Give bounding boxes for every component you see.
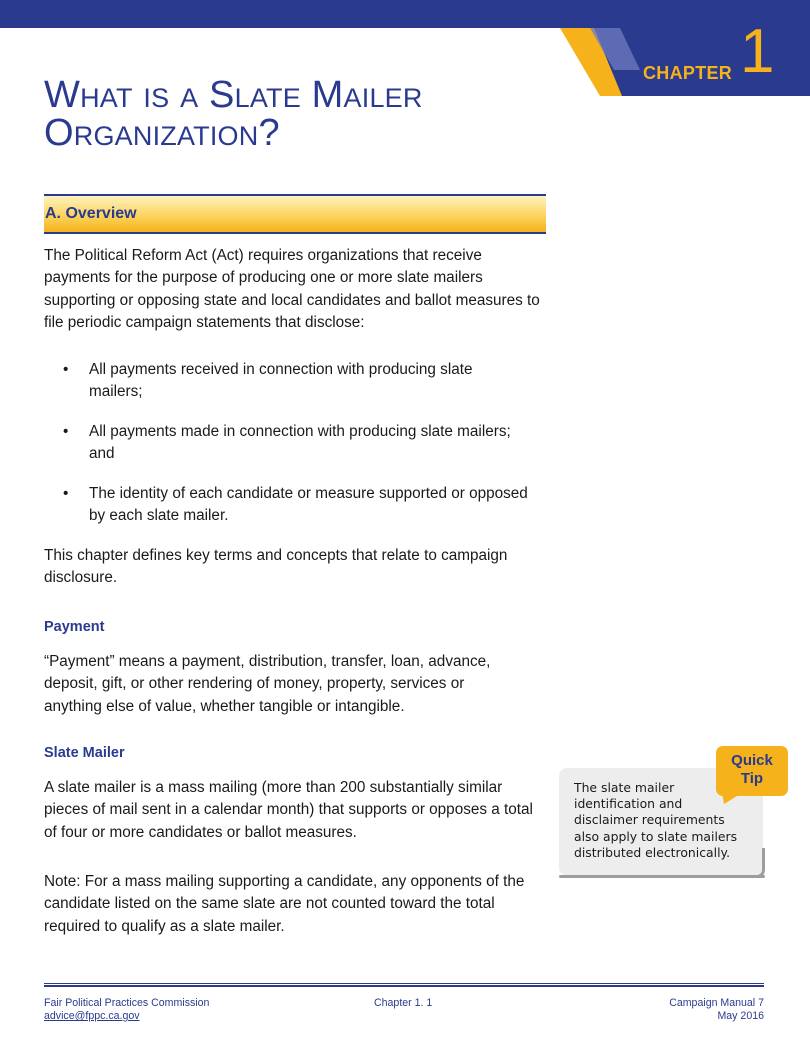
slate-mailer-heading: Slate Mailer <box>44 745 125 761</box>
speech-bubble-tail-icon <box>722 793 744 805</box>
footer-chapter-page: Chapter 1. 1 <box>374 997 433 1009</box>
footer-org: Fair Political Practices Commission <box>44 997 210 1009</box>
footer-manual: Campaign Manual 7 <box>669 997 764 1009</box>
page-title <box>44 76 544 152</box>
quick-tip-corner <box>751 848 765 878</box>
section-header-overview <box>44 194 546 234</box>
bullet-icon: • <box>63 361 69 378</box>
footer-email-container <box>44 1010 140 1022</box>
section-header-label: A. Overview <box>45 205 137 222</box>
bullet-icon: • <box>63 423 69 440</box>
list-item-text: All payments made in connection with producing slate mailers; and <box>89 423 511 462</box>
note-paragraph: Note: For a mass mailing supporting a candidate, any opponents of the candidate listed on the same slate are not counted toward the total required to qualify as a slate mailer. <box>44 873 525 935</box>
bullet-icon: • <box>63 485 69 502</box>
page-title-line-2: Organization? <box>44 112 280 154</box>
page-title-line-1: What is a Slate Mailer <box>44 74 423 116</box>
quick-tip-text: The slate mailer identification and disclaimer requirements also apply to slate mailers distributed electronically. <box>574 780 738 860</box>
chapter-label: CHAPTER <box>643 63 733 83</box>
list-item-text: All payments received in connection with producing slate mailers; <box>89 361 473 400</box>
chapter-defines-paragraph: This chapter defines key terms and concepts that relate to campaign disclosure. <box>44 547 508 587</box>
list-item-text: The identity of each candidate or measure supported or opposed by each slate mailer. <box>89 485 528 524</box>
quick-tip-badge-label: Quick Tip <box>731 752 773 787</box>
payment-heading: Payment <box>44 619 105 635</box>
chapter-number: 1 <box>740 17 775 86</box>
slate-mailer-paragraph: A slate mailer is a mass mailing (more than 200 substantially similar pieces of mail sent in a calendar month) that supports or opposes a total of four or more candidates or ballot measures. <box>44 779 533 841</box>
footer-email-link[interactable]: advice@fppc.ca.gov <box>44 1010 140 1022</box>
intro-paragraph: The Political Reform Act (Act) requires organizations that receive payments for the purpose of producing one or more slate mailers supporting or opposing state and local candidates and ballot measures to file periodic campaign statements that disclose: <box>44 247 540 332</box>
footer-date: May 2016 <box>717 1010 764 1022</box>
payment-paragraph: “Payment” means a payment, distribution, transfer, loan, advance, deposit, gift, or other rendering of money, property, services or anything else of value, whether tangible or intangible. <box>44 653 491 715</box>
quick-tip-border <box>559 875 765 878</box>
footer-rule <box>44 983 764 987</box>
